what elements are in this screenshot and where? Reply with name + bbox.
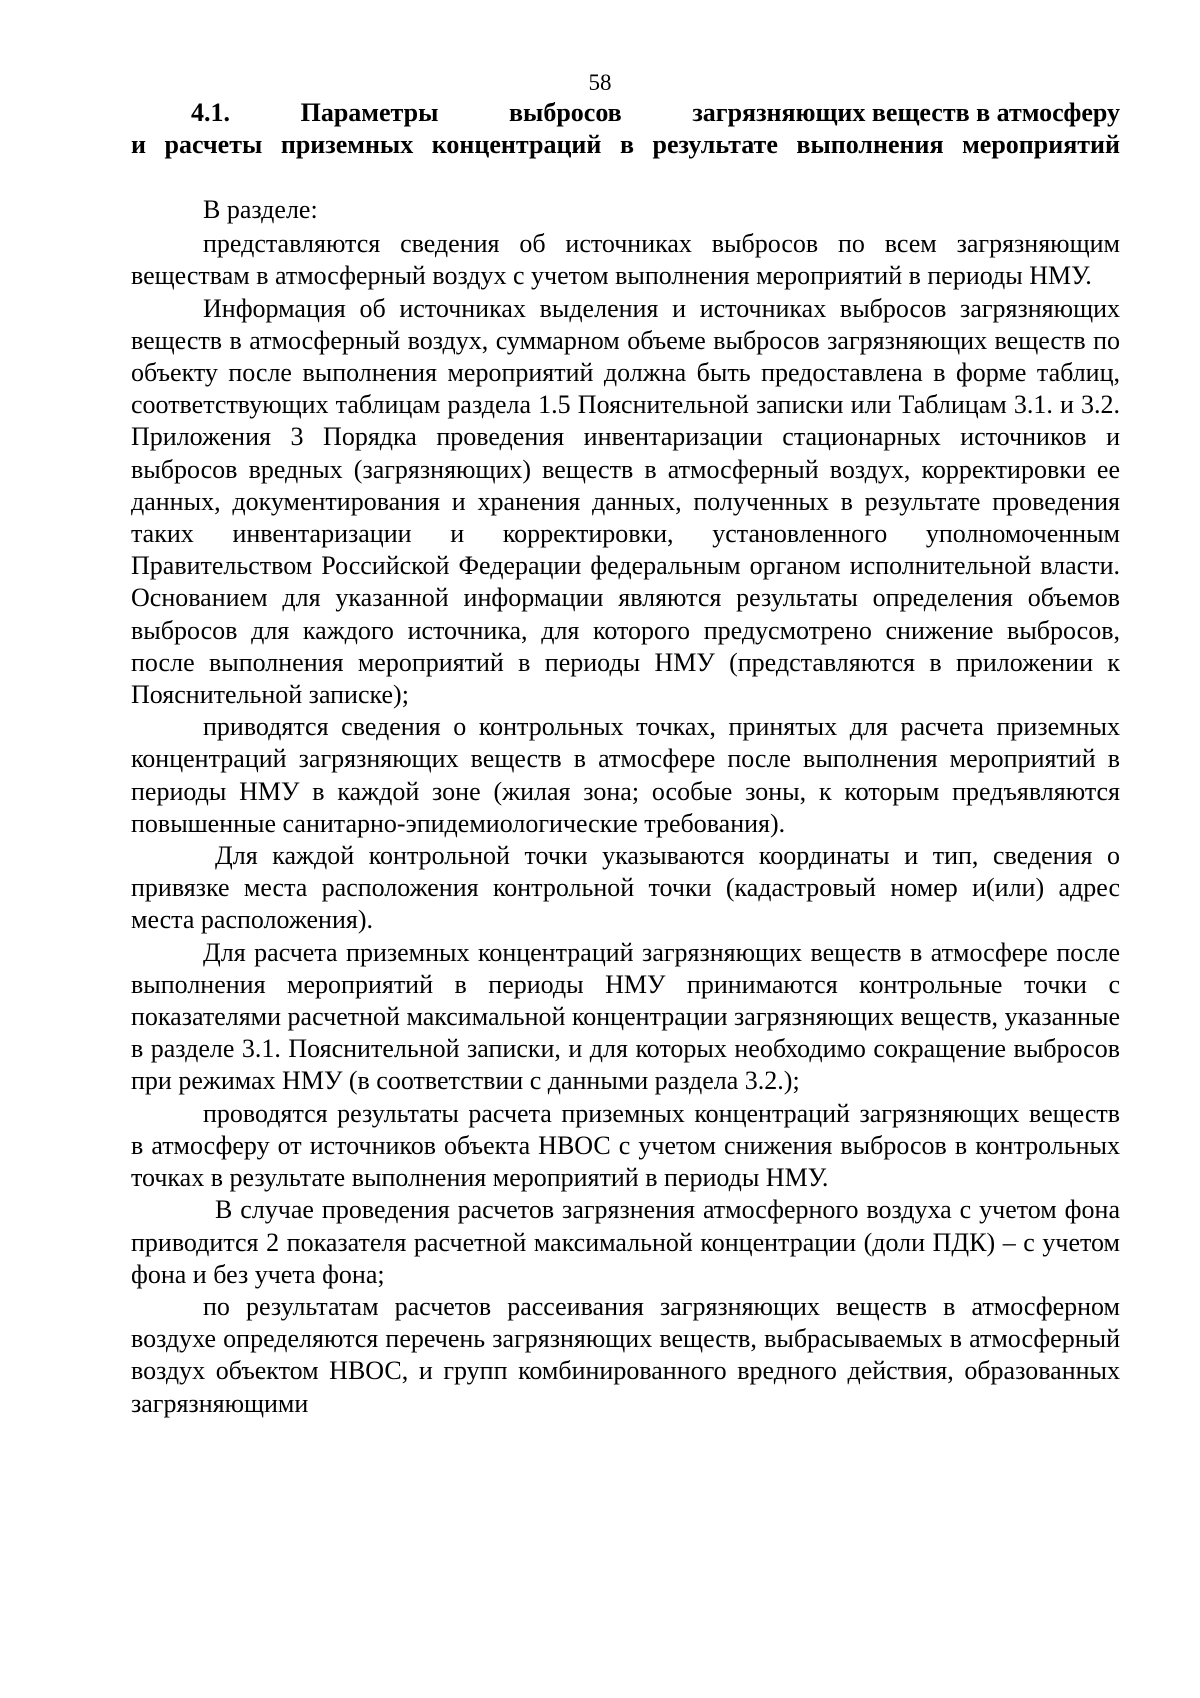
- paragraph: проводятся результаты расчета приземных концентраций загрязняющих веществ в атмосферу от источников объекта НВОС с учетом снижения выбросов в контрольных точках в результате выполнения мероприятий в периоды НМУ.: [131, 1098, 1120, 1193]
- section-number: 4.1.: [191, 98, 230, 127]
- section-heading: [131, 97, 1120, 161]
- document-body: [131, 194, 1120, 1420]
- paragraph: Информация об источниках выделения и источниках выбросов загрязняющих веществ в атмосферный воздух, суммарном объеме выбросов загрязняющих веществ по объекту после выполнения мероприятий должна быть предоставлена в форме таблиц, соответствующих таблицам раздела 1.5 Пояснительной записки или Таблицам 3.1. и 3.2. Приложения 3 Порядка проведения инвентаризации стационарных источников и выбросов вредных (загрязняющих) веществ в атмосферный воздух, корректировки ее данных, документирования и хранения данных, полученных в результате проведения таких инвентаризации и корректировки, установленного уполномоченным Правительством Российской Федерации федеральным органом исполнительной власти. Основанием для указанной информации являются результаты определения объемов выбросов для каждого источника, для которого предусмотрено снижение выбросов, после выполнения мероприятий в периоды НМУ (представляются в приложении к Пояснительной записке);: [131, 293, 1120, 710]
- paragraph: приводятся сведения о контрольных точках, принятых для расчета приземных концентраций загрязняющих веществ в атмосфере после выполнения мероприятий в периоды НМУ в каждой зоне (жилая зона; особые зоны, к которым предъявляются повышенные санитарно-эпидемиологические требования).: [131, 712, 1120, 838]
- section-heading-line-1: [131, 97, 1120, 129]
- section-heading-line-2: и расчеты приземных концентраций в результате выполнения мероприятий: [131, 130, 1120, 159]
- heading-word: загрязняющих веществ в атмосферу: [692, 98, 1120, 127]
- heading-word: выбросов: [508, 98, 622, 127]
- paragraph: В разделе:: [203, 195, 318, 224]
- paragraph: представляются сведения об источниках выбросов по всем загрязняющим веществам в атмосферный воздух с учетом выполнения мероприятий в периоды НМУ.: [131, 229, 1120, 291]
- paragraph: Для расчета приземных концентраций загрязняющих веществ в атмосфере после выполнения мероприятий в периоды НМУ принимаются контрольные точки с показателями расчетной максимальной концентрации загрязняющих веществ, указанные в разделе 3.1. Пояснительной записки, и для которых необходимо сокращение выбросов при режимах НМУ (в соответствии с данными раздела 3.2.);: [131, 937, 1120, 1096]
- paragraph: по результатам расчетов рассеивания загрязняющих веществ в атмосферном воздухе определяются перечень загрязняющих веществ, выбрасываемых в атмосферный воздух объектом НВОС, и групп комбинированного вредного действия, образованных загрязняющими: [131, 1291, 1120, 1418]
- paragraph: Для каждой контрольной точки указываются координаты и тип, сведения о привязке места расположения контрольной точки (кадастровый номер и(или) адрес места расположения).: [131, 841, 1120, 935]
- heading-word: Параметры: [300, 98, 439, 127]
- page-number: 58: [588, 70, 612, 95]
- paragraph: В случае проведения расчетов загрязнения атмосферного воздуха с учетом фона приводится 2 показателя расчетной максимальной концентрации (доли ПДК) – с учетом фона и без учета фона;: [131, 1195, 1120, 1289]
